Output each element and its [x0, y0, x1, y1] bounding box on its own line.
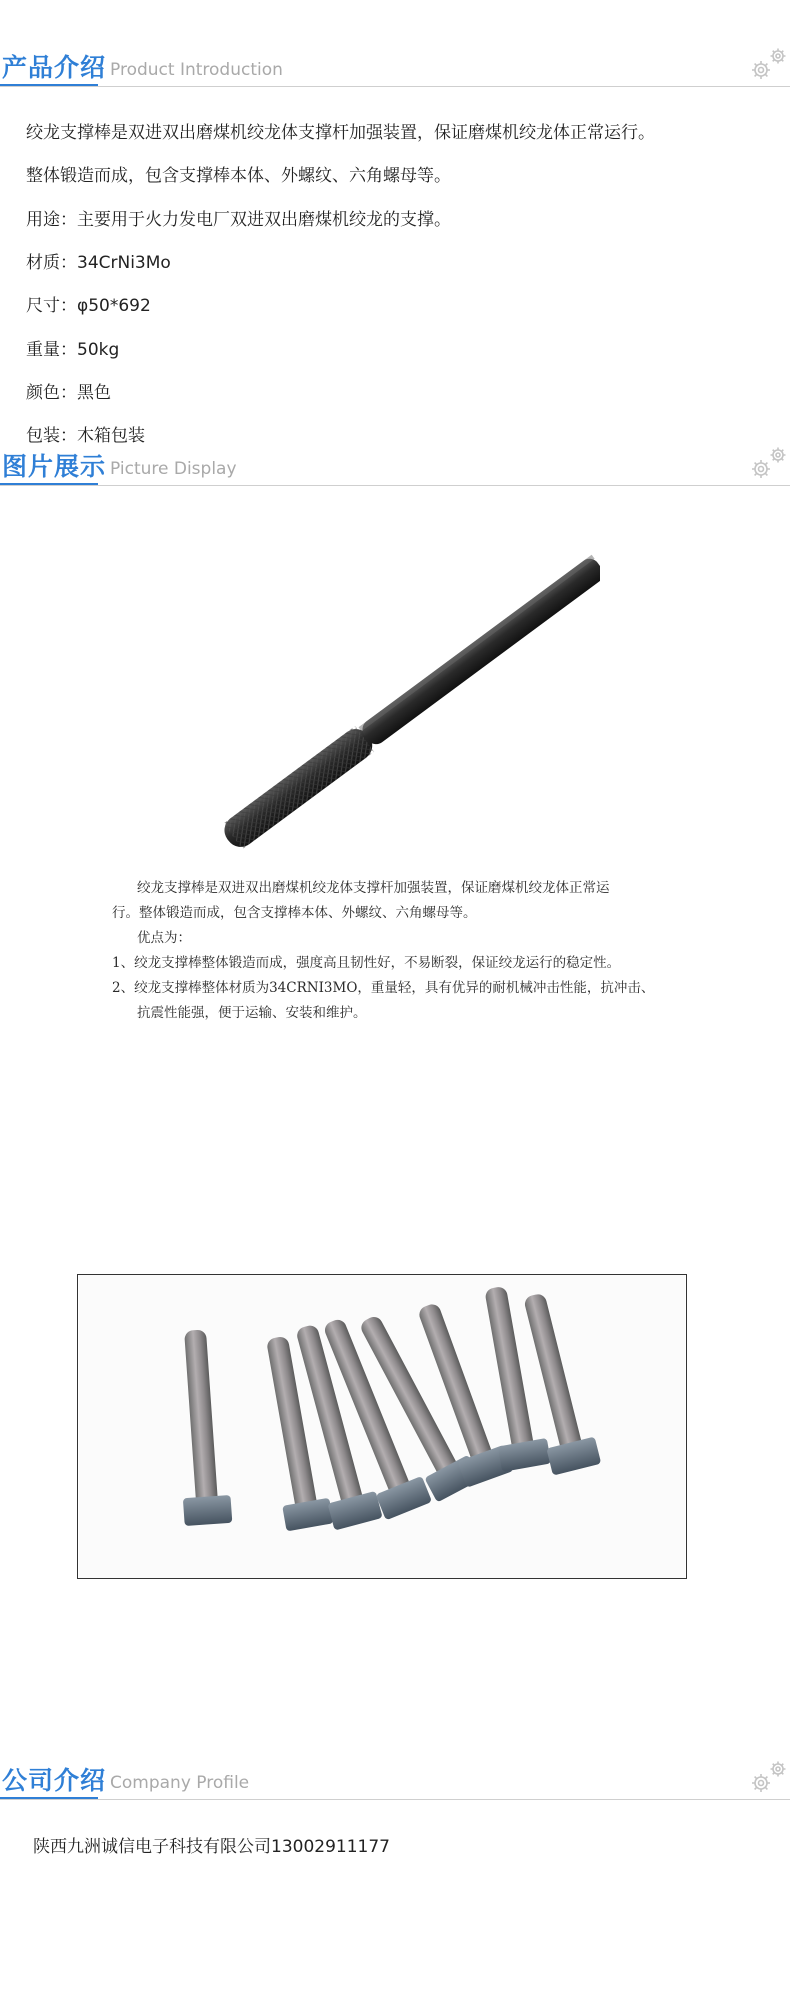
- intro-line: 材质：34CrNi3Mo: [26, 253, 171, 273]
- doc-line: 1、绞龙支撑棒整体锻造而成，强度高且韧性好，不易断裂，保证绞龙运行的稳定性。: [112, 955, 621, 971]
- intro-line: 颜色：黑色: [26, 383, 111, 403]
- section-title: 公司介绍: [2, 1766, 107, 1795]
- doc-line: 绞龙支撑棒是双进双出磨煤机绞龙体支撑杆加强装置，保证磨煤机绞龙体正常运: [137, 880, 610, 896]
- divider: [0, 1799, 790, 1800]
- doc-line: 抗震性能强，便于运输、安装和维护。: [137, 1005, 367, 1021]
- gear-icon: [746, 443, 790, 483]
- section-title: 产品介绍: [2, 53, 107, 82]
- intro-line: 整体锻造而成，包含支撑棒本体、外螺纹、六角螺母等。: [26, 166, 451, 186]
- section-subtitle: Product Introduction: [110, 60, 283, 80]
- intro-line: 尺寸：φ50*692: [26, 296, 151, 316]
- section-header-company: [0, 1757, 790, 1805]
- section-subtitle: Company Profile: [110, 1773, 250, 1793]
- intro-line: 绞龙支撑棒是双进双出磨煤机绞龙体支撑杆加强装置，保证磨煤机绞龙体正常运行。: [26, 123, 655, 143]
- doc-line: 行。整体锻造而成，包含支撑棒本体、外螺纹、六角螺母等。: [112, 905, 477, 921]
- gear-icon: [746, 44, 790, 84]
- section-subtitle: Picture Display: [110, 459, 237, 479]
- section-header-pictures: [0, 443, 790, 491]
- support-rod-photo: [200, 548, 600, 858]
- gear-icon: [746, 1757, 790, 1797]
- section-title: 图片展示: [2, 452, 107, 481]
- intro-line: 包装：木箱包装: [26, 426, 145, 446]
- section-header-product: [0, 44, 790, 92]
- divider: [0, 86, 790, 87]
- intro-line: 重量：50kg: [26, 340, 120, 360]
- divider: [0, 485, 790, 486]
- doc-line: 2、绞龙支撑棒整体材质为34CRNI3MO，重量轻，具有优异的耐机械冲击性能，抗冲击、: [112, 980, 655, 996]
- doc-line: 优点为：: [137, 930, 191, 946]
- company-contact: 陕西九洲诚信电子科技有限公司13002911177: [33, 1837, 390, 1857]
- intro-line: 用途：主要用于火力发电厂双进双出磨煤机绞龙的支撑。: [26, 210, 451, 230]
- rods-with-nuts-photo: [77, 1274, 687, 1579]
